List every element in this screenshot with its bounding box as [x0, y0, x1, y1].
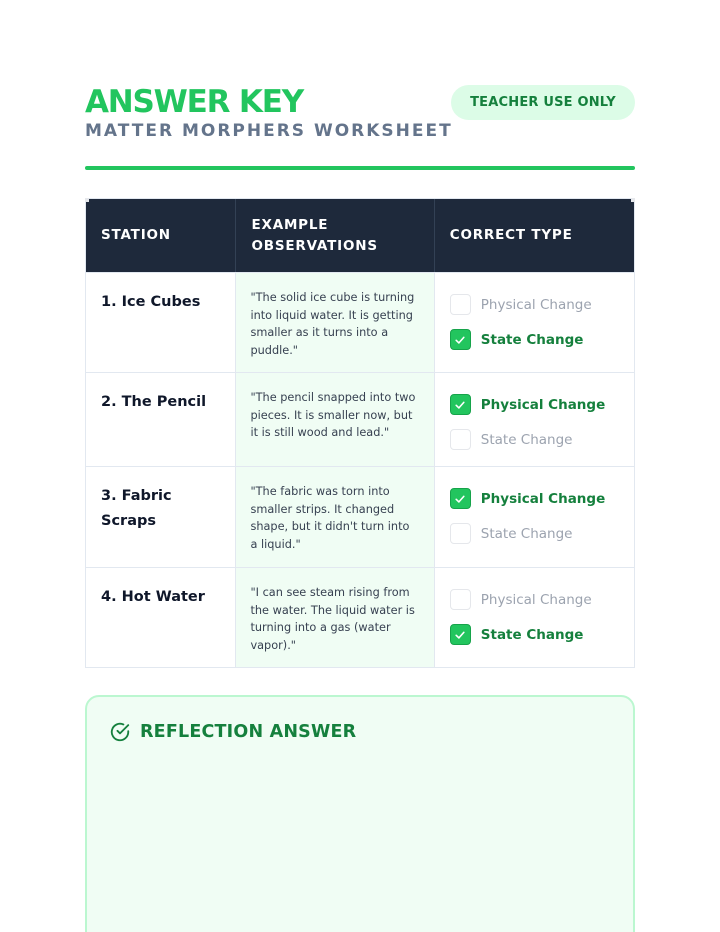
type-cell [435, 373, 634, 466]
column-header-observations-label: EXAMPLE OBSERVATIONS [251, 216, 378, 254]
option-label: State Change [480, 431, 573, 448]
observation-cell: "The solid ice cube is turning into liquid water. It is getting smaller as it turns into a puddle." [236, 273, 434, 372]
table-row [86, 466, 634, 567]
page-title: ANSWER KEY [85, 84, 303, 120]
option-label: State Change [480, 626, 584, 643]
checkbox-unchecked[interactable] [450, 429, 471, 450]
observation-cell: "I can see steam rising from the water. The liquid water is turning into a gas (water vapor)." [236, 568, 434, 667]
option-state-change[interactable] [450, 329, 584, 350]
station-label: 3. Fabric Scraps [101, 488, 172, 529]
station-cell: 4. Hot Water [86, 568, 236, 667]
column-header-observations [236, 199, 434, 272]
option-physical-change[interactable] [450, 294, 592, 315]
option-state-change[interactable] [450, 624, 584, 645]
station-cell: 1. Ice Cubes [86, 273, 236, 372]
checkbox-checked[interactable] [450, 624, 471, 645]
option-label: Physical Change [480, 396, 606, 413]
header-divider [85, 166, 635, 170]
answer-table [85, 198, 635, 668]
option-label: State Change [480, 331, 584, 348]
checkbox-checked[interactable] [450, 329, 471, 350]
option-physical-change[interactable] [450, 589, 592, 610]
reflection-title: REFLECTION ANSWER [140, 722, 357, 742]
table-corner [85, 198, 89, 202]
reflection-answer-box [85, 695, 635, 932]
check-icon [454, 334, 466, 346]
checkbox-checked[interactable] [450, 488, 471, 509]
option-label: Physical Change [480, 490, 606, 507]
table-corner [631, 198, 635, 202]
check-circle-icon [109, 721, 131, 743]
check-icon [454, 493, 466, 505]
checkbox-unchecked[interactable] [450, 294, 471, 315]
station-cell: 2. The Pencil [86, 373, 236, 466]
type-cell [435, 273, 634, 372]
checkbox-checked[interactable] [450, 394, 471, 415]
option-physical-change[interactable] [450, 394, 605, 415]
option-label: Physical Change [480, 296, 592, 313]
check-icon [454, 629, 466, 641]
type-cell [435, 568, 634, 667]
checkbox-unchecked[interactable] [450, 523, 471, 544]
option-label: State Change [480, 525, 573, 542]
check-icon [454, 399, 466, 411]
checkbox-unchecked[interactable] [450, 589, 471, 610]
option-state-change[interactable] [450, 429, 573, 450]
teacher-use-badge: TEACHER USE ONLY [451, 85, 635, 120]
option-state-change[interactable] [450, 523, 573, 544]
option-label: Physical Change [480, 591, 592, 608]
observation-cell: "The fabric was torn into smaller strips. It changed shape, but it didn't turn into a liquid." [236, 467, 434, 567]
type-cell [435, 467, 634, 567]
table-row [86, 272, 634, 372]
table-row [86, 567, 634, 667]
page-subtitle: MATTER MORPHERS WORKSHEET [85, 121, 453, 141]
table-row [86, 372, 634, 466]
station-cell [86, 467, 236, 567]
reflection-header [109, 721, 356, 743]
column-header-correct-type: CORRECT TYPE [449, 227, 573, 243]
column-header-station: STATION [86, 199, 236, 272]
table-header-row [86, 199, 634, 272]
observation-cell: "The pencil snapped into two pieces. It is smaller now, but it is still wood and lead." [236, 373, 434, 466]
option-physical-change[interactable] [450, 488, 605, 509]
